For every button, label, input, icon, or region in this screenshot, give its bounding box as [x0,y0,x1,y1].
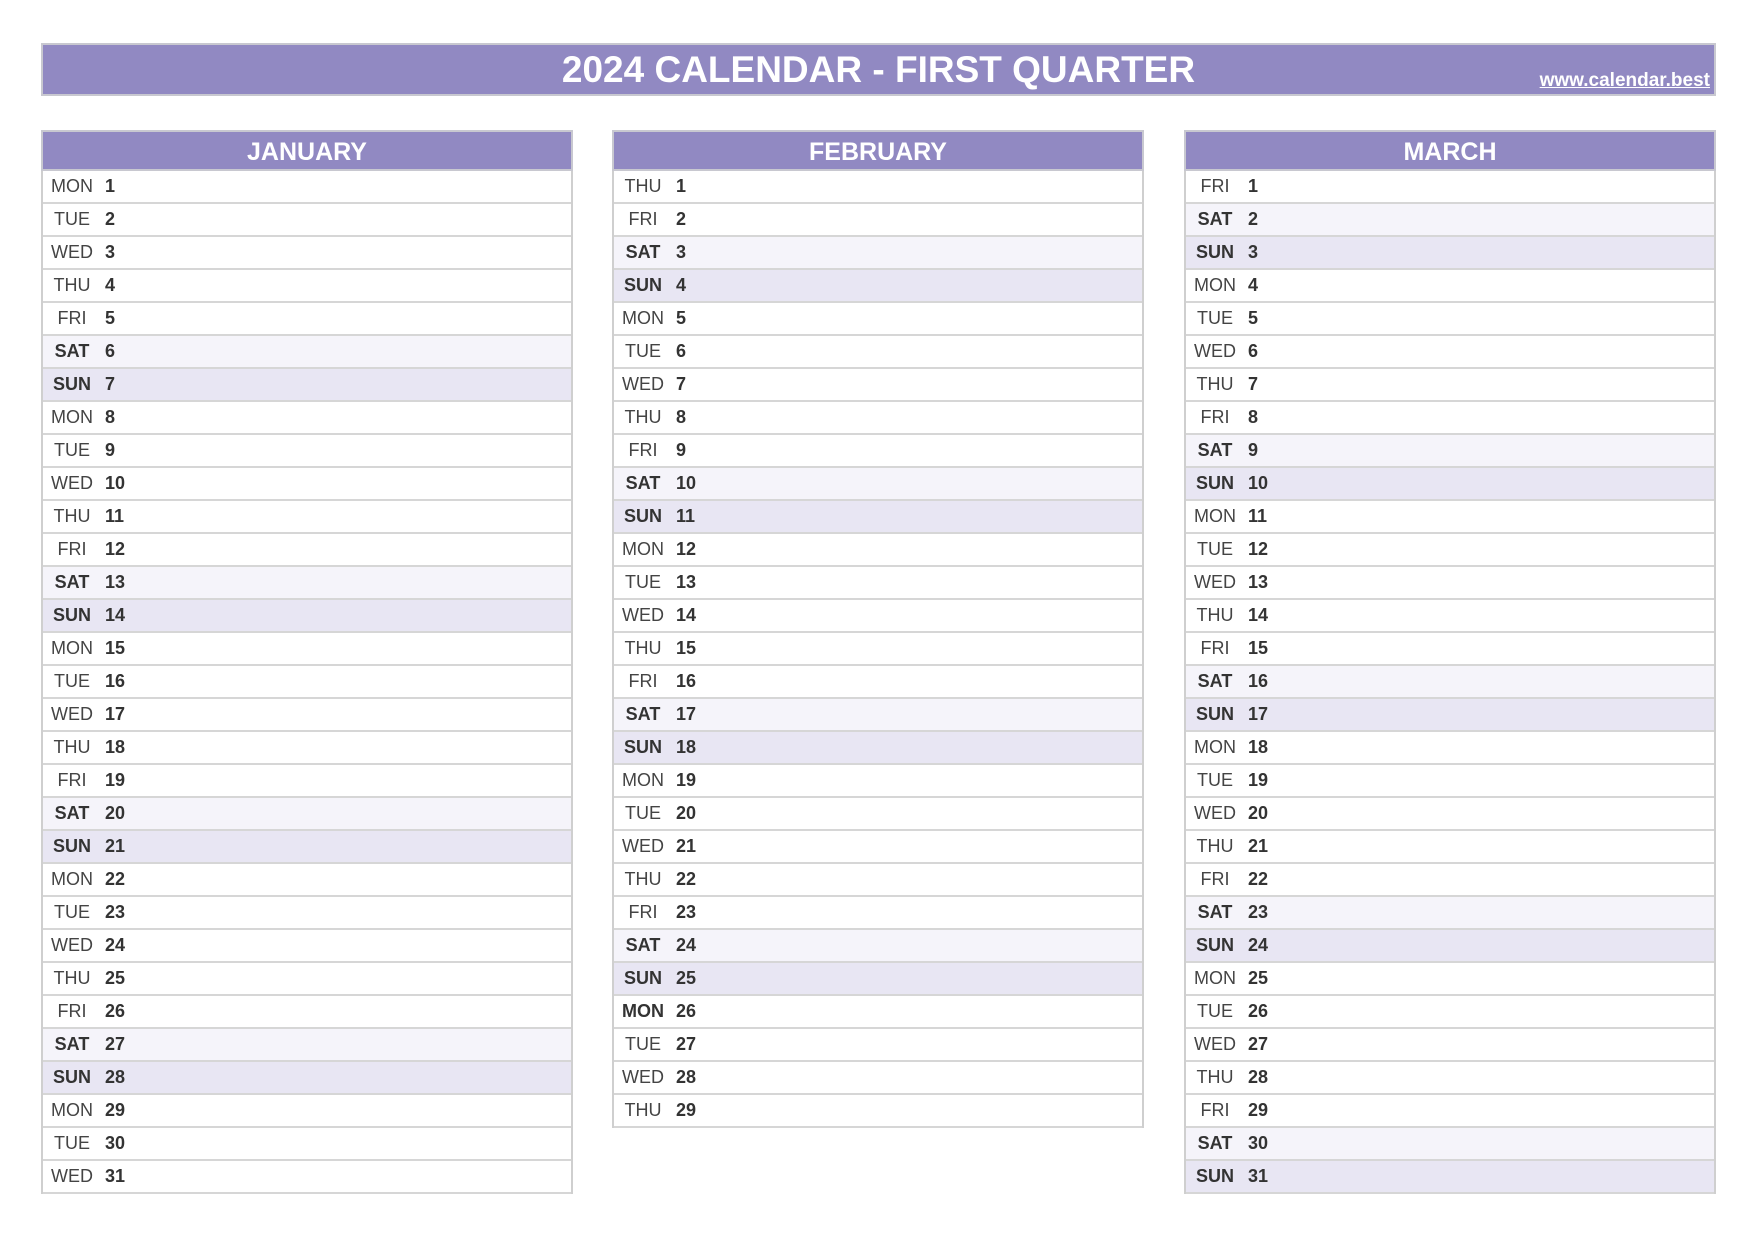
day-of-week: WED [622,374,664,394]
day-row [43,798,571,831]
day-row [43,1128,571,1161]
day-number: 25 [676,968,697,988]
day-number: 9 [1248,440,1259,460]
day-number: 16 [676,671,697,691]
day-number: 18 [105,737,126,757]
day-row [43,270,571,303]
day-of-week: THU [53,275,91,295]
day-row [43,996,571,1029]
day-number: 26 [1248,1001,1269,1021]
day-of-week: FRI [1200,869,1230,889]
day-number: 9 [676,440,687,460]
day-number: 14 [1248,605,1269,625]
day-of-week: MON [1194,968,1236,988]
day-of-week: SAT [1197,440,1233,460]
day-row [43,1161,571,1194]
day-row [43,930,571,963]
day-row [614,897,1142,930]
day-number: 24 [1248,935,1269,955]
day-row [1186,1062,1714,1095]
month-title: FEBRUARY [612,130,1144,171]
day-number: 5 [676,308,687,328]
day-number: 2 [105,209,116,229]
day-number: 21 [105,836,126,856]
day-number: 6 [676,341,687,361]
day-of-week: FRI [628,902,658,922]
day-row [614,864,1142,897]
day-of-week: THU [624,869,662,889]
title-bar [41,43,1716,96]
day-row [1186,831,1714,864]
day-number: 22 [1248,869,1269,889]
day-row [614,171,1142,204]
day-row [1186,204,1714,237]
day-number: 22 [105,869,126,889]
day-row [43,171,571,204]
month-march [1184,130,1716,1194]
day-number: 20 [1248,803,1269,823]
month-january [41,130,573,1194]
day-of-week: FRI [1200,176,1230,196]
day-of-week: MON [51,1100,93,1120]
day-number: 13 [1248,572,1269,592]
day-number: 6 [1248,341,1259,361]
day-row [614,765,1142,798]
day-of-week: THU [1196,1067,1234,1087]
day-row [614,963,1142,996]
day-number: 7 [1248,374,1259,394]
day-number: 21 [1248,836,1269,856]
day-row [43,699,571,732]
day-row [614,270,1142,303]
day-of-week: SUN [1195,242,1234,262]
day-number: 12 [676,539,697,559]
day-of-week: SUN [623,275,662,295]
day-of-week: TUE [54,440,90,460]
day-of-week: MON [51,638,93,658]
day-row [614,402,1142,435]
day-number: 2 [676,209,687,229]
day-of-week: WED [1194,803,1236,823]
day-number: 26 [676,1001,697,1021]
day-of-week: MON [51,869,93,889]
day-row [43,1095,571,1128]
day-number: 5 [1248,308,1259,328]
day-number: 15 [105,638,126,658]
day-row [614,369,1142,402]
day-of-week: THU [624,638,662,658]
day-number: 31 [105,1166,126,1186]
site-link[interactable]: www.calendar.best [1539,70,1710,91]
day-number: 25 [1248,968,1269,988]
day-row [614,303,1142,336]
day-of-week: FRI [57,539,87,559]
day-row [43,204,571,237]
day-row [43,897,571,930]
day-of-week: FRI [628,209,658,229]
day-of-week: TUE [1197,308,1233,328]
day-of-week: WED [1194,1034,1236,1054]
day-of-week: SAT [54,803,90,823]
day-number: 12 [1248,539,1269,559]
day-of-week: WED [622,836,664,856]
day-of-week: SUN [1195,704,1234,724]
day-row [1186,402,1714,435]
day-row [614,633,1142,666]
day-number: 9 [105,440,116,460]
day-of-week: FRI [57,308,87,328]
day-number: 24 [105,935,126,955]
day-number: 12 [105,539,126,559]
day-of-week: SAT [54,341,90,361]
day-of-week: MON [622,308,664,328]
day-of-week: SUN [52,605,91,625]
day-list [1184,171,1716,1194]
day-number: 7 [676,374,687,394]
day-number: 4 [1248,275,1259,295]
day-number: 8 [676,407,687,427]
day-row [1186,864,1714,897]
day-number: 4 [676,275,687,295]
day-number: 10 [676,473,697,493]
day-list [41,171,573,1194]
day-of-week: SAT [54,1034,90,1054]
day-of-week: THU [53,737,91,757]
day-of-week: FRI [57,770,87,790]
day-of-week: TUE [54,671,90,691]
day-number: 28 [105,1067,126,1087]
day-row [43,732,571,765]
day-of-week: SAT [1197,209,1233,229]
day-number: 27 [676,1034,697,1054]
day-number: 29 [105,1100,126,1120]
day-of-week: WED [1194,572,1236,592]
day-of-week: FRI [57,1001,87,1021]
day-number: 11 [105,506,125,526]
day-row [1186,1029,1714,1062]
day-of-week: FRI [1200,638,1230,658]
day-of-week: THU [1196,836,1234,856]
day-number: 17 [105,704,126,724]
day-number: 14 [105,605,126,625]
day-of-week: THU [1196,605,1234,625]
day-number: 19 [1248,770,1269,790]
day-row [43,501,571,534]
day-row [1186,930,1714,963]
day-number: 20 [676,803,697,823]
day-of-week: TUE [1197,770,1233,790]
day-row [614,798,1142,831]
day-of-week: SAT [625,242,661,262]
day-of-week: SAT [54,572,90,592]
day-number: 5 [105,308,116,328]
day-number: 27 [1248,1034,1269,1054]
day-row [614,567,1142,600]
day-number: 3 [105,242,116,262]
day-number: 13 [676,572,697,592]
day-number: 20 [105,803,126,823]
day-row [1186,534,1714,567]
day-number: 28 [676,1067,697,1087]
day-of-week: SAT [1197,671,1233,691]
day-of-week: THU [624,176,662,196]
day-number: 21 [676,836,697,856]
day-row [1186,1161,1714,1194]
day-row [43,369,571,402]
day-row [614,666,1142,699]
month-title: JANUARY [41,130,573,171]
day-of-week: SUN [1195,1166,1234,1186]
day-number: 6 [105,341,116,361]
day-row [1186,468,1714,501]
day-row [614,336,1142,369]
day-number: 13 [105,572,126,592]
day-of-week: MON [622,539,664,559]
day-row [43,963,571,996]
day-row [1186,600,1714,633]
day-row [614,204,1142,237]
day-row [1186,765,1714,798]
day-row [614,1095,1142,1128]
day-row [614,1029,1142,1062]
day-of-week: SAT [625,704,661,724]
day-of-week: SAT [625,935,661,955]
day-row [614,930,1142,963]
day-row [614,501,1142,534]
day-row [614,237,1142,270]
day-of-week: TUE [54,1133,90,1153]
day-of-week: SUN [52,374,91,394]
day-number: 18 [676,737,697,757]
day-row [1186,699,1714,732]
day-row [614,831,1142,864]
day-number: 15 [676,638,697,658]
day-row [1186,435,1714,468]
day-row [614,468,1142,501]
day-number: 10 [105,473,126,493]
day-row [1186,1095,1714,1128]
day-row [614,534,1142,567]
month-february [612,130,1144,1128]
day-number: 18 [1248,737,1269,757]
day-of-week: WED [51,704,93,724]
day-number: 26 [105,1001,126,1021]
day-of-week: WED [51,935,93,955]
day-row [43,336,571,369]
day-of-week: MON [1194,275,1236,295]
day-row [1186,501,1714,534]
day-number: 30 [105,1133,126,1153]
day-row [614,435,1142,468]
day-row [1186,996,1714,1029]
day-of-week: TUE [54,902,90,922]
day-row [1186,270,1714,303]
day-of-week: MON [1194,737,1236,757]
day-of-week: THU [624,407,662,427]
day-row [1186,798,1714,831]
day-row [43,831,571,864]
day-row [43,1062,571,1095]
day-of-week: WED [51,473,93,493]
day-number: 1 [1248,176,1259,196]
day-of-week: THU [624,1100,662,1120]
day-of-week: FRI [1200,407,1230,427]
day-number: 3 [1248,242,1259,262]
day-of-week: THU [53,968,91,988]
day-of-week: TUE [625,1034,661,1054]
day-row [1186,633,1714,666]
day-row [1186,732,1714,765]
day-of-week: WED [1194,341,1236,361]
day-of-week: FRI [628,440,658,460]
day-number: 17 [1248,704,1269,724]
day-row [1186,963,1714,996]
day-number: 30 [1248,1133,1269,1153]
day-of-week: MON [622,770,664,790]
day-number: 11 [676,506,696,526]
day-of-week: THU [53,506,91,526]
day-of-week: SAT [625,473,661,493]
day-number: 10 [1248,473,1269,493]
day-row [1186,666,1714,699]
day-number: 3 [676,242,687,262]
day-row [1186,567,1714,600]
day-of-week: SUN [52,836,91,856]
day-number: 2 [1248,209,1259,229]
day-of-week: MON [1194,506,1236,526]
day-row [1186,897,1714,930]
day-of-week: TUE [1197,1001,1233,1021]
day-number: 23 [676,902,697,922]
day-number: 24 [676,935,697,955]
day-row [614,1062,1142,1095]
day-of-week: WED [51,242,93,262]
day-row [614,996,1142,1029]
day-of-week: MON [51,407,93,427]
day-number: 16 [1248,671,1269,691]
day-row [1186,171,1714,204]
day-of-week: SAT [1197,902,1233,922]
day-row [1186,303,1714,336]
day-number: 25 [105,968,126,988]
day-number: 23 [105,902,126,922]
day-row [43,765,571,798]
day-number: 23 [1248,902,1269,922]
day-list [612,171,1144,1128]
day-of-week: WED [622,1067,664,1087]
day-row [43,402,571,435]
day-number: 8 [105,407,116,427]
day-of-week: TUE [625,341,661,361]
day-row [43,567,571,600]
page-title: 2024 CALENDAR - FIRST QUARTER [561,49,1196,90]
day-number: 28 [1248,1067,1269,1087]
day-of-week: MON [622,1001,664,1021]
month-title: MARCH [1184,130,1716,171]
day-row [43,468,571,501]
day-of-week: SUN [623,968,662,988]
day-number: 27 [105,1034,126,1054]
day-row [1186,1128,1714,1161]
day-row [43,666,571,699]
day-of-week: WED [51,1166,93,1186]
day-number: 19 [105,770,126,790]
day-number: 31 [1248,1166,1269,1186]
day-row [43,633,571,666]
day-row [43,864,571,897]
day-number: 29 [676,1100,697,1120]
day-row [614,600,1142,633]
day-row [1186,369,1714,402]
day-number: 29 [1248,1100,1269,1120]
day-row [614,732,1142,765]
day-number: 19 [676,770,697,790]
day-number: 1 [105,176,116,196]
day-row [43,600,571,633]
day-of-week: WED [622,605,664,625]
day-of-week: TUE [625,803,661,823]
day-of-week: TUE [1197,539,1233,559]
day-row [43,1029,571,1062]
day-of-week: SUN [52,1067,91,1087]
day-of-week: SUN [623,506,662,526]
day-of-week: SUN [623,737,662,757]
day-of-week: FRI [1200,1100,1230,1120]
day-number: 8 [1248,407,1259,427]
day-number: 16 [105,671,126,691]
day-row [43,237,571,270]
day-row [43,534,571,567]
day-number: 4 [105,275,116,295]
day-number: 11 [1248,506,1268,526]
day-number: 17 [676,704,697,724]
day-of-week: SAT [1197,1133,1233,1153]
day-number: 1 [676,176,687,196]
day-of-week: FRI [628,671,658,691]
day-number: 7 [105,374,116,394]
day-row [1186,336,1714,369]
day-row [1186,237,1714,270]
day-of-week: TUE [54,209,90,229]
day-of-week: TUE [625,572,661,592]
day-row [43,303,571,336]
day-of-week: MON [51,176,93,196]
day-row [614,699,1142,732]
day-row [43,435,571,468]
day-of-week: SUN [1195,473,1234,493]
day-number: 14 [676,605,697,625]
day-number: 22 [676,869,697,889]
day-of-week: THU [1196,374,1234,394]
day-number: 15 [1248,638,1269,658]
day-of-week: SUN [1195,935,1234,955]
